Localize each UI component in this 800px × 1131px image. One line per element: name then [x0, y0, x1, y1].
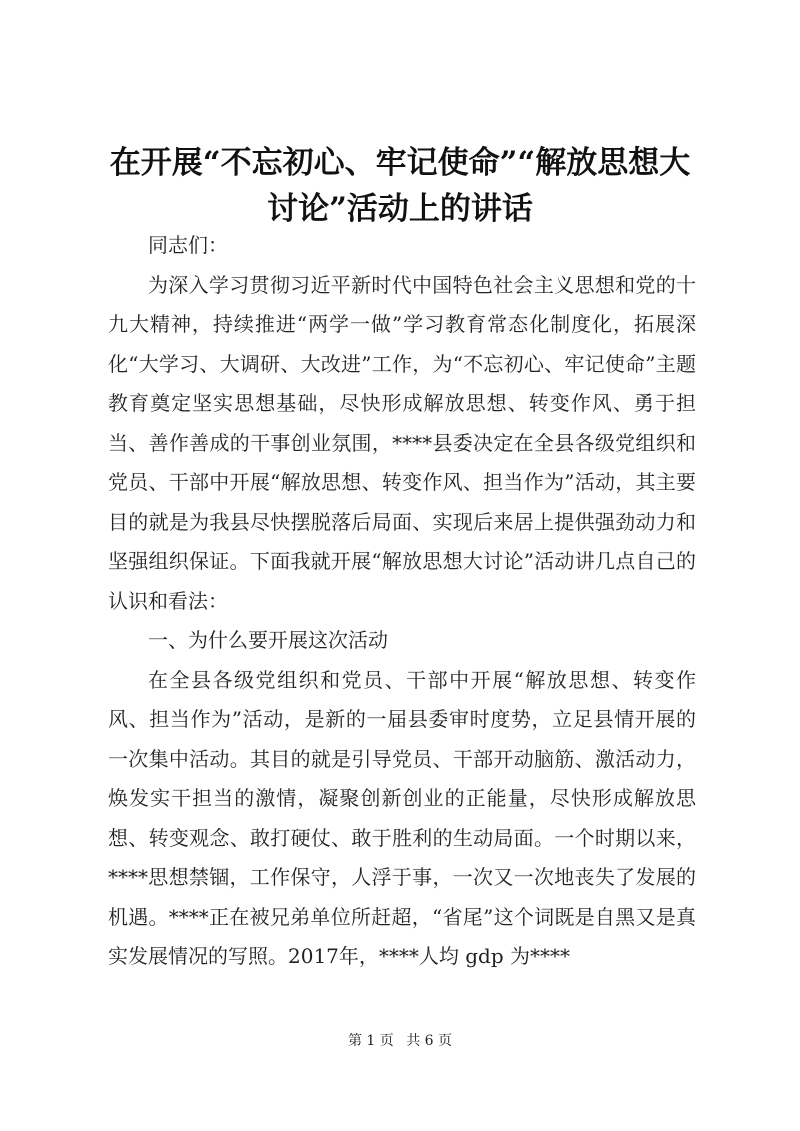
page-footer [0, 1030, 800, 1050]
paragraph-intro: 为深入学习贯彻习近平新时代中国特色社会主义思想和党的十九大精神，持续推进“两学一做”学习教育常态化制度化，拓展深化“大学习、大调研、大改进”工作，为“不忘初心、牢记使命”主题教育奠定坚实思想基础，尽快形成解放思想、转变作风、勇于担当、善作善成的干事创业氛围，****县委决定在全县各级党组织和党员、干部中开展“解放思想、转变作风、担当作为”活动，其主要目的就是为我县尽快摆脱落后局面、实现后来居上提供强劲动力和坚强组织保证。下面我就开展“解放思想大讨论”活动讲几点自己的认识和看法： [108, 272, 696, 613]
page-number: 第 1 页 [347, 1033, 394, 1049]
greeting-line: 同志们： [148, 233, 228, 257]
document-body [108, 226, 696, 977]
page-total: 共 6 页 [406, 1033, 453, 1049]
document-title: 在开展“不忘初心、牢记使命”“解放思想大讨论”活动上的讲话 [109, 145, 691, 227]
section-heading-1: 一、为什么要开展这次活动 [148, 628, 388, 652]
paragraph-section-1: 在全县各级党组织和党员、干部中开展“解放思想、转变作风、担当作为”活动，是新的一届县委审时度势，立足县情开展的一次集中活动。其目的就是引导党员、干部开动脑筋、激活动力，焕发实干担当的激情，凝聚创新创业的正能量，尽快形成解放思想、转变观念、敢打硬仗、敢于胜利的生动局面。一个时期以来，****思想禁锢，工作保守，人浮于事，一次又一次地丧失了发展的机遇。****正在被兄弟单位所赶超，“省尾”这个词既是自黑又是真实发展情况的写照。2017年，****人均 gdp 为**** [108, 667, 696, 968]
